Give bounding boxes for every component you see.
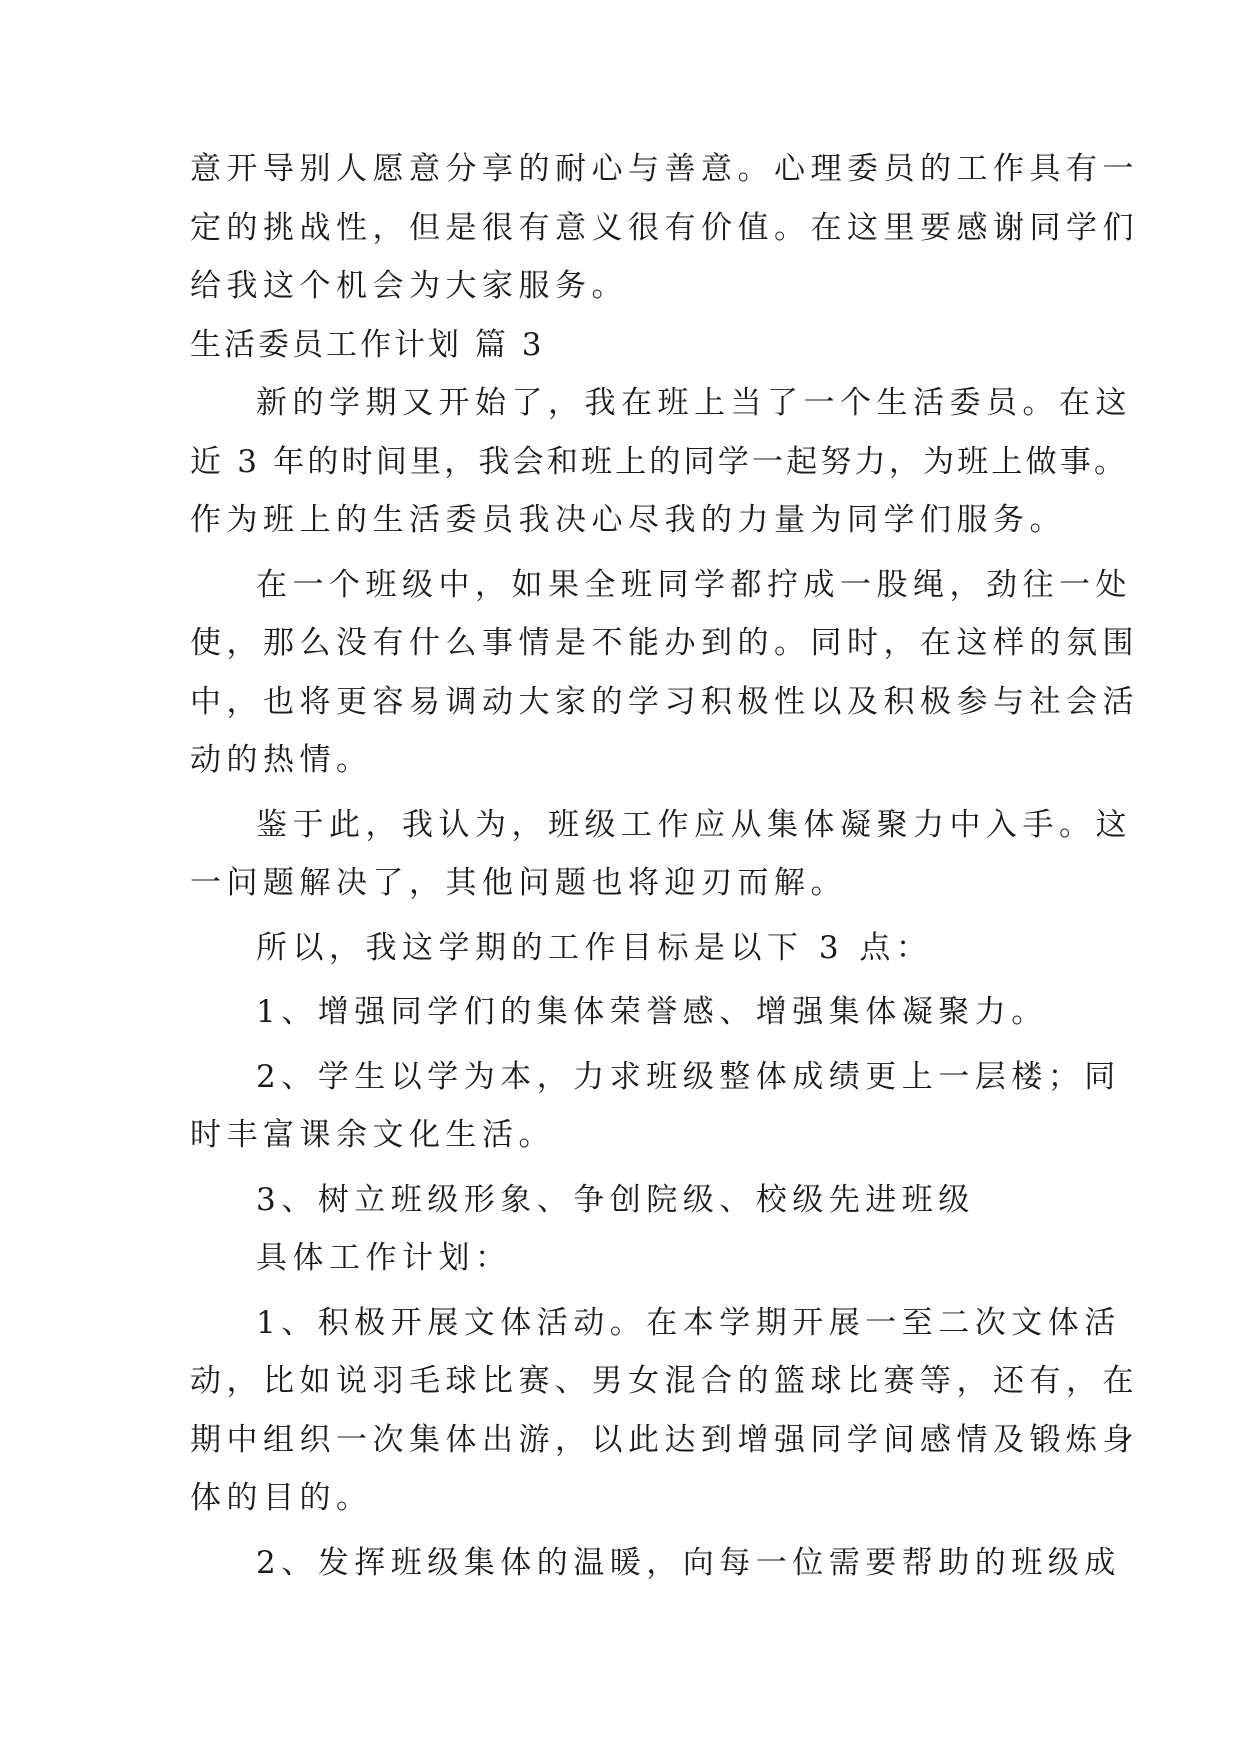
list-item: 2、发挥班级集体的温暖，向每一位需要帮助的班级成 bbox=[256, 1544, 1121, 1581]
list-item-continuation: 体的目的。 bbox=[190, 1480, 373, 1516]
list-item-continuation: 时丰富课余文化生活。 bbox=[190, 1117, 555, 1153]
body-text-line: 在一个班级中，如果全班同学都拧成一股绳，劲往一处 bbox=[256, 566, 1132, 603]
section-heading: 生活委员工作计划 篇 3 bbox=[190, 326, 545, 363]
body-text-line: 鉴于此，我认为，班级工作应从集体凝聚力中入手。这 bbox=[256, 806, 1132, 843]
body-text-line: 中，也将更容易调动大家的学习积极性以及积极参与社会活 bbox=[190, 683, 1139, 720]
list-item: 1、积极开展文体活动。在本学期开展一至二次文体活 bbox=[256, 1304, 1121, 1341]
list-item: 1、增强同学们的集体荣誉感、增强集体凝聚力。 bbox=[256, 994, 1048, 1030]
list-item: 3、树立班级形象、争创院级、校级先进班级 bbox=[256, 1181, 975, 1218]
body-text-line: 近 3 年的时间里，我会和班上的同学一起努力，为班上做事。 bbox=[190, 443, 1129, 480]
list-item: 2、学生以学为本，力求班级整体成绩更上一层楼；同 bbox=[256, 1058, 1121, 1095]
body-text-line: 所以，我这学期的工作目标是以下 3 点： bbox=[256, 929, 933, 966]
body-text-line: 定的挑战性，但是很有意义很有价值。在这里要感谢同学们 bbox=[190, 209, 1139, 246]
subheading: 具体工作计划： bbox=[256, 1240, 512, 1276]
body-text-line: 动的热情。 bbox=[190, 742, 373, 778]
list-item-continuation: 动，比如说羽毛球比赛、男女混合的篮球比赛等，还有，在 bbox=[190, 1363, 1139, 1399]
body-text-line: 意开导别人愿意分享的耐心与善意。心理委员的工作具有一 bbox=[190, 151, 1139, 187]
body-text-line: 一问题解决了，其他问题也将迎刃而解。 bbox=[190, 865, 847, 901]
body-text-line: 新的学期又开始了，我在班上当了一个生活委员。在这 bbox=[256, 385, 1132, 421]
body-text-line: 作为班上的生活委员我决心尽我的力量为同学们服务。 bbox=[190, 502, 1066, 538]
body-text-line: 给我这个机会为大家服务。 bbox=[190, 268, 628, 304]
body-text-line: 使，那么没有什么事情是不能办到的。同时，在这样的氛围 bbox=[190, 625, 1139, 661]
document-page bbox=[190, 140, 1139, 1592]
list-item-continuation: 期中组织一次集体出游，以此达到增强同学间感情及锻炼身 bbox=[190, 1421, 1139, 1458]
